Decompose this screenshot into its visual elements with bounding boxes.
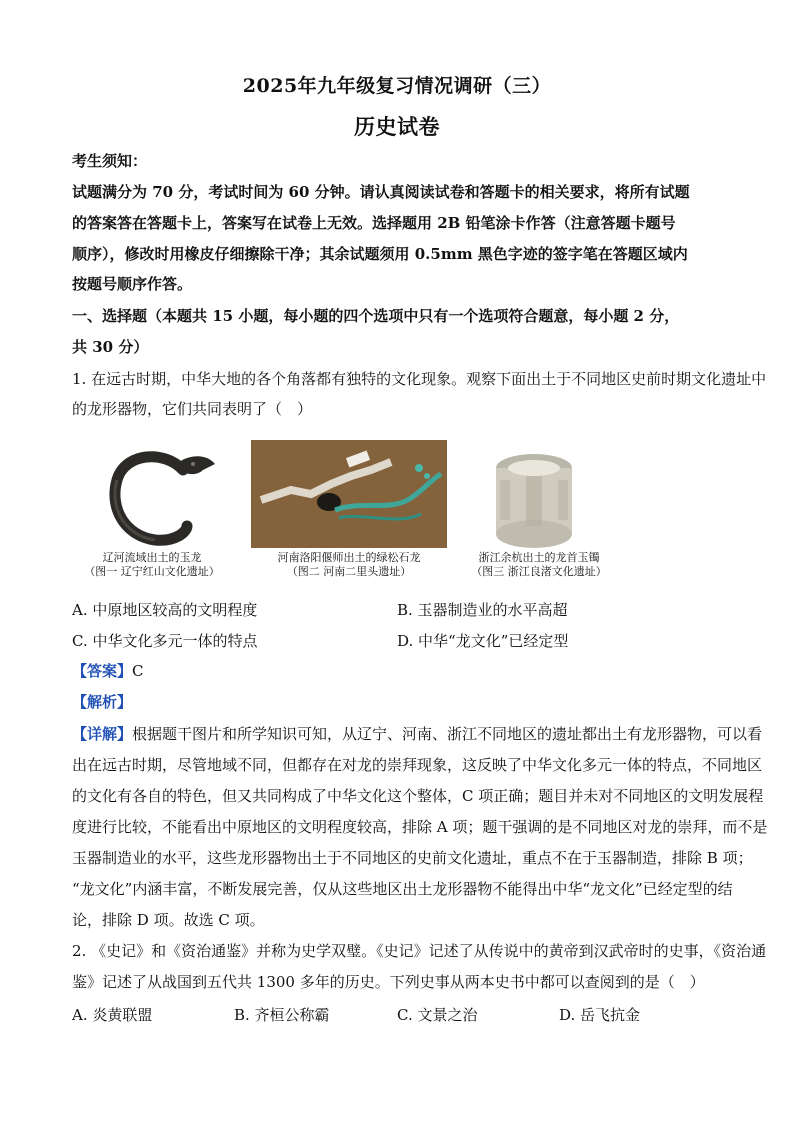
notice-line: 按题号顺序作答。 (72, 275, 193, 293)
detail-line (72, 724, 763, 744)
option-a: A. 炎黄联盟 (72, 1006, 153, 1024)
answer-label: 【答案】 (72, 662, 133, 680)
figure-turquoise-dragon (251, 440, 447, 548)
figure-caption-line: （图三 浙江良渚文化遗址） (471, 565, 607, 578)
detail-text: 根据题干图片和所学知识可知，从辽宁、河南、浙江不同地区的遗址都出土有龙形器物，可以看 (132, 725, 763, 743)
jade-dragon-image (95, 440, 225, 550)
question-2-stem: 2. 《史记》和《资治通鉴》并称为史学双璧。《史记》记述了从传说中的黄帝到汉武帝时的史事，《资治通 (72, 942, 767, 960)
option-d: D. 中华“龙文化”已经定型 (397, 632, 569, 650)
detail-label: 【详解】 (72, 725, 133, 743)
notice-line: 顺序），修改时用橡皮仔细擦除干净；其余试题须用 0.5mm 黑色字迹的签字笔在答题区域内 (72, 245, 688, 263)
figure-caption-line: （图一 辽宁红山文化遗址） (84, 565, 220, 578)
answer-row (72, 661, 722, 681)
notice-line: 试题满分为 70 分，考试时间为 60 分钟。请认真阅读试卷和答题卡的相关要求，将所有试题 (72, 183, 690, 201)
detail-line: 的文化有各自的特色，但又共同构成了中华文化这个整体，C 项正确；题目并未对不同地区的文明发展程 (72, 787, 764, 805)
option-d: D. 岳飞抗金 (559, 1006, 641, 1024)
figure-caption-line: 浙江余杭出土的龙首玉镯 (478, 551, 600, 564)
detail-line: 度进行比较，不能看出中原地区的文明程度较高，排除 A 项；题干强调的是不同地区对龙的崇拜，而不是 (72, 818, 768, 836)
analysis-label: 【解析】 (72, 693, 133, 711)
option-b: B. 玉器制造业的水平高超 (397, 601, 568, 619)
option-a: A. 中原地区较高的文明程度 (72, 601, 258, 619)
turquoise-dragon-image (251, 440, 447, 548)
detail-line: 出在远古时期，尽管地域不同，但都存在对龙的崇拜现象，这反映了中华文化多元一体的特点，不同地区 (72, 756, 763, 774)
detail-line: “龙文化”内涵丰富，不断发展完善，仅从这些地区出土龙形器物不能得出中华“龙文化”已经定型的结 (72, 880, 733, 898)
figure-caption-line: 辽河流域出土的玉龙 (102, 551, 202, 564)
notice-label: 考生须知： (72, 152, 148, 170)
exam-title: 2025年九年级复习情况调研（三） (242, 75, 552, 97)
question-1-stem-cont: 的龙形器物，它们共同表明了（ ） (72, 400, 313, 418)
figure-caption (256, 551, 442, 579)
notice-line: 的答案答在答题卡上，答案写在试卷上无效。选择题用 2B 铅笔涂卡作答（注意答题卡题号 (72, 214, 676, 232)
detail-line: 玉器制造业的水平，这些龙形器物出土于不同地区的史前文化遗址，重点不在于玉器制造，排除 B 项； (72, 849, 753, 867)
figure-jade-dragon (95, 440, 225, 550)
figure-caption-line: 河南洛阳偃师出土的绿松石龙 (277, 551, 421, 564)
question-2-stem-cont: 鉴》记述了从战国到五代共 1300 多年的历史。下列史事从两本史书中都可以查阅到的是（ ） (72, 973, 705, 991)
figure-caption (72, 551, 232, 579)
option-c: C. 中华文化多元一体的特点 (72, 632, 258, 650)
answer-value: C (132, 662, 144, 680)
figure-jade-bracelet (486, 440, 582, 550)
section-heading-cont: 共 30 分） (72, 338, 149, 356)
exam-subtitle: 历史试卷 (354, 114, 440, 139)
figure-caption-line: （图二 河南二里头遗址） (286, 565, 412, 578)
analysis-row (72, 692, 722, 712)
figure-caption (454, 551, 624, 579)
question-1-stem: 1. 在远古时期，中华大地的各个角落都有独特的文化现象。观察下面出土于不同地区史前时期文化遗址中 (72, 370, 767, 388)
option-c: C. 文景之治 (397, 1006, 478, 1024)
option-b: B. 齐桓公称霸 (234, 1006, 330, 1024)
jade-bracelet-image (486, 440, 582, 550)
detail-line: 论，排除 D 项。故选 C 项。 (72, 911, 265, 929)
section-heading: 一、选择题（本题共 15 小题，每小题的四个选项中只有一个选项符合题意，每小题 2 分， (72, 307, 680, 325)
